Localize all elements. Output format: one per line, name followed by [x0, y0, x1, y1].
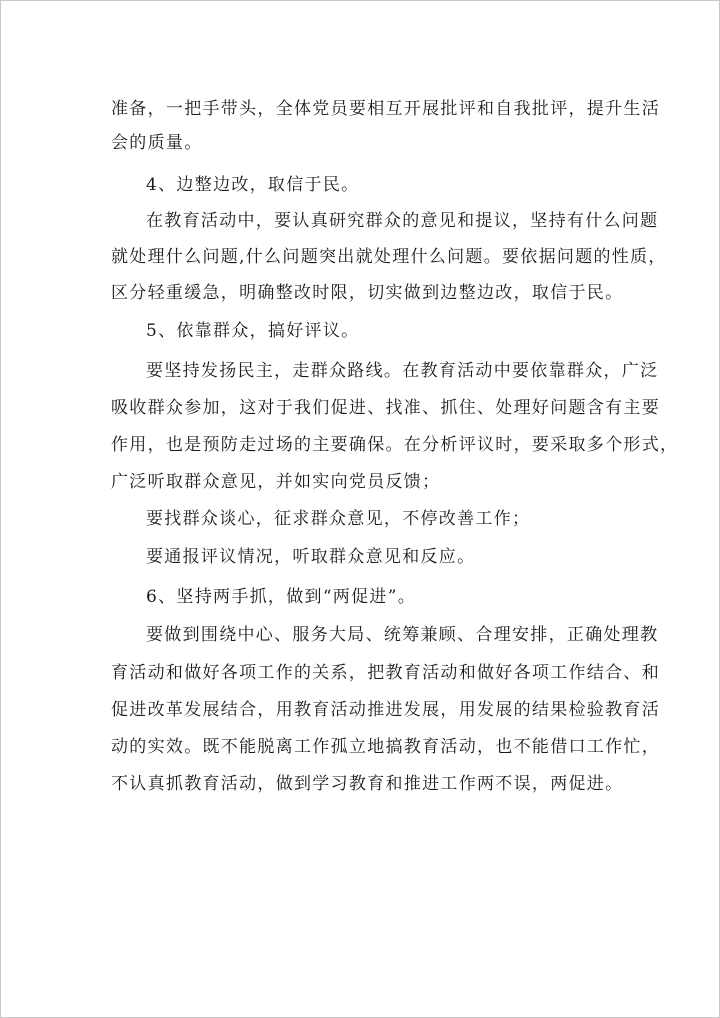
paragraph-line: 吸收群众参加，这对于我们促进、找准、抓住、处理好问题含有主要 — [111, 398, 660, 418]
paragraph-line: 要做到围绕中心、服务大局、统筹兼顾、合理安排，正确处理教 — [146, 625, 659, 645]
section-heading-6: 6、坚持两手抓，做到“两促进”。 — [146, 587, 416, 607]
section-heading-5: 5、依靠群众，搞好评议。 — [146, 321, 360, 341]
section-heading-4: 4、边整边改，取信于民。 — [146, 175, 360, 195]
paragraph-line: 要通报评议情况，听取群众意见和反应。 — [146, 547, 476, 567]
paragraph-line: 动的实效。既不能脱离工作孤立地搞教育活动，也不能借口工作忙， — [111, 737, 660, 757]
paragraph-line: 促进改革发展结合，用教育活动推进发展，用发展的结果检验教育活 — [111, 700, 660, 720]
paragraph-line: 作用，也是预防走过场的主要确保。在分析评议时，要采取多个形式， — [111, 435, 679, 455]
paragraph-line: 育活动和做好各项工作的关系，把教育活动和做好各项工作结合、和 — [111, 663, 660, 683]
paragraph-line: 要坚持发扬民主，走群众路线。在教育活动中要依靠群众，广泛 — [146, 361, 659, 381]
paragraph-line: 不认真抓教育活动，做到学习教育和推进工作两不误，两促进。 — [111, 774, 624, 794]
paragraph-line: 就处理什么问题,什么问题突出就处理什么问题。要依据问题的性质， — [111, 247, 667, 267]
paragraph-line: 要找群众谈心，征求群众意见，不停改善工作； — [146, 509, 531, 529]
paragraph-line: 广泛听取群众意见，并如实向党员反馈； — [111, 472, 441, 492]
paragraph-line: 在教育活动中，要认真研究群众的意见和提议，坚持有什么问题 — [146, 211, 659, 231]
paragraph-line: 准备，一把手带头，全体党员要相互开展批评和自我批评，提升生活 — [111, 99, 660, 119]
paragraph-line: 会的质量。 — [111, 133, 203, 153]
paragraph-line: 区分轻重缓急，明确整改时限，切实做到边整边改，取信于民。 — [111, 283, 624, 303]
